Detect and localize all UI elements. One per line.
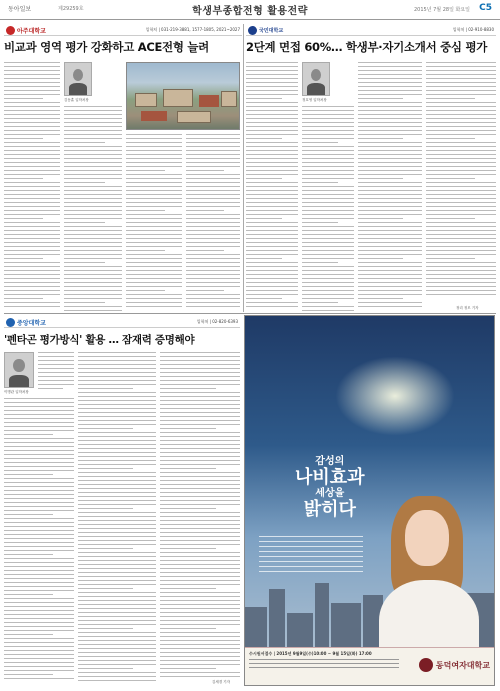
ad-brand	[419, 658, 490, 672]
university-emblem-icon	[419, 658, 433, 672]
school-logo-icon	[6, 26, 15, 35]
section-title: 학생부종합전형 활용전략	[192, 6, 308, 17]
ad-footer-details	[249, 659, 399, 671]
article-body	[246, 62, 298, 312]
admission-contact: 입학처 | 02-820-6393	[196, 319, 238, 324]
school-logo-icon	[248, 26, 257, 35]
ad-slogan-line: 감성의	[315, 456, 345, 467]
left-bottom-banner	[4, 316, 240, 328]
article-body	[4, 62, 60, 312]
admission-contact: 입학처 | 02-910-8830	[452, 27, 494, 32]
left-top-banner	[4, 24, 242, 36]
application-period: 수시원서접수 | 2015년 9월9일(수)10:00 ~ 9월 15일(화) 17:00	[249, 651, 372, 656]
section-divider	[4, 313, 496, 314]
article-body	[126, 134, 182, 312]
ad-footer	[245, 647, 495, 685]
article-body	[78, 352, 156, 686]
article-body	[426, 62, 496, 306]
article-byline: 김세경 기자	[212, 680, 231, 684]
article-body	[160, 352, 240, 678]
school-logo	[248, 25, 283, 35]
ad-model-photo	[373, 496, 485, 666]
page-number: C5	[479, 3, 492, 13]
photo-caption: 정호영 입학처장	[302, 98, 327, 102]
newspaper-name: 동아일보	[8, 6, 32, 13]
column-divider	[243, 24, 244, 312]
article-headline: 비교과 영역 평가 강화하고 ACE전형 늘려	[4, 40, 209, 54]
ad-slogan-line: 세상을	[315, 488, 345, 500]
school-logo	[6, 25, 46, 35]
official-portrait	[4, 352, 34, 388]
photo-caption: 이병관 입학처장	[4, 390, 29, 394]
ad-slogan	[295, 456, 365, 520]
article-body	[38, 352, 74, 392]
article-headline: 2단계 면접 60%… 학생부·자기소개서 중심 평가	[246, 40, 488, 54]
school-name: 아주대학교	[17, 27, 46, 35]
article-body	[186, 134, 240, 312]
article-body	[4, 398, 74, 686]
school-name: 중앙대학교	[17, 319, 46, 327]
article-body	[302, 106, 354, 312]
university-advertisement	[244, 315, 495, 686]
photo-caption: 김동훈 입학처장	[64, 98, 89, 102]
admission-contact: 입학처 | 031-219-3881, 1577-1805, 2021~2027	[145, 27, 240, 32]
article-body	[64, 106, 122, 312]
school-logo	[6, 317, 46, 327]
official-portrait	[64, 62, 92, 96]
article-headline: '펜타곤 평가방식' 활용 … 잠재력 증명해야	[4, 334, 195, 346]
ad-slogan-line: 밝히다	[303, 498, 356, 520]
issue-date: 2015년 7월 28일 화요일	[413, 7, 470, 13]
official-portrait	[302, 62, 330, 96]
right-top-banner	[246, 24, 496, 36]
ad-brand-name: 동덕여자대학교	[435, 660, 490, 670]
page-header	[0, 0, 500, 20]
school-logo-icon	[6, 318, 15, 327]
article-byline: 정리 정모 기자	[456, 306, 479, 310]
campus-aerial-photo	[126, 62, 240, 130]
butterfly-light-graphic	[335, 356, 455, 436]
ad-slogan-line: 나비효과	[295, 466, 365, 488]
ad-body-copy	[259, 536, 363, 576]
issue-number: 제29259호	[58, 6, 84, 12]
school-name: 국민대학교	[259, 27, 284, 34]
article-body	[358, 62, 422, 312]
